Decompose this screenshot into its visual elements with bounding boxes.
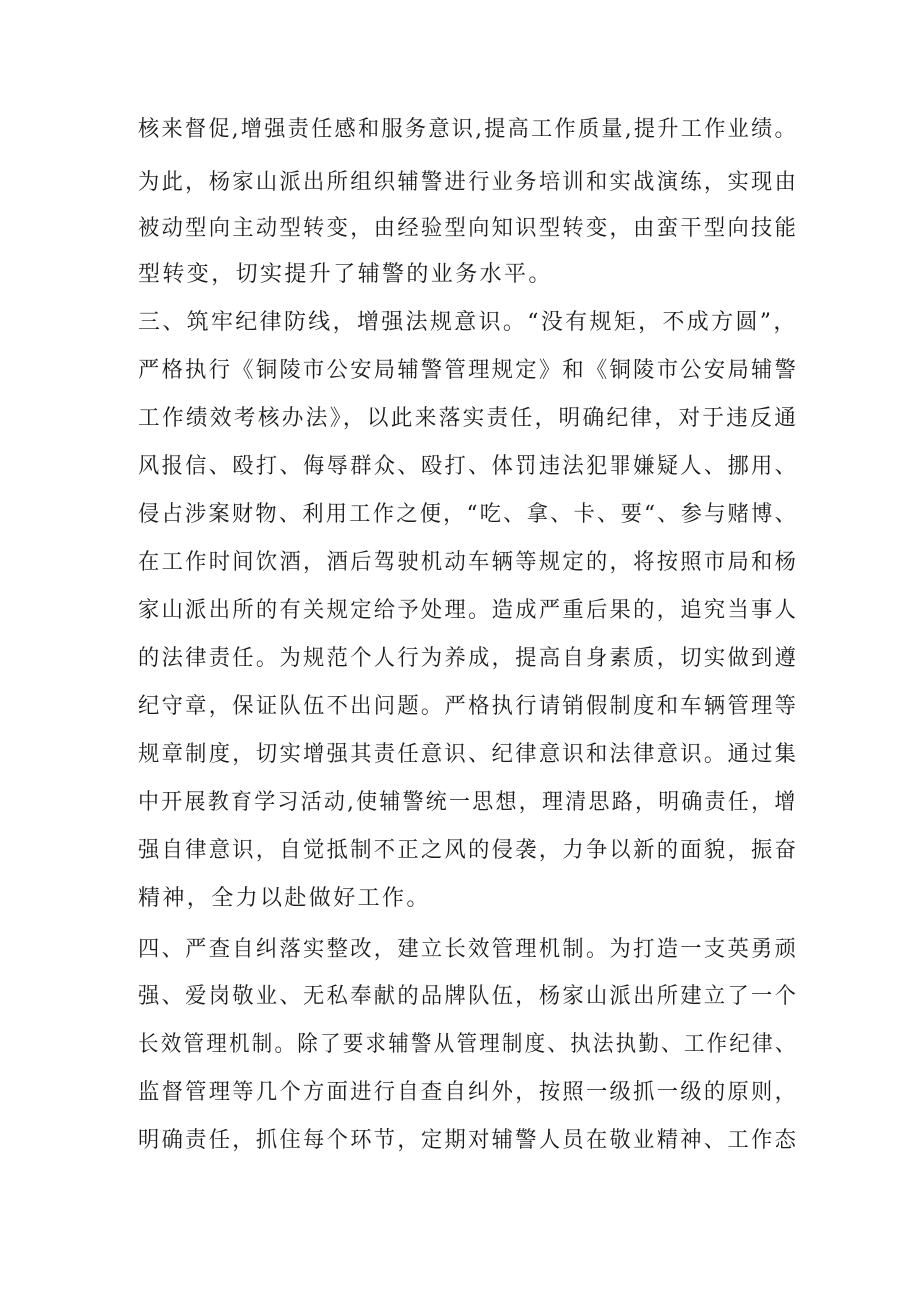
section-heading-line: 四、严查自纠落实整改，建立长效管理机制。为打造一支英勇顽: [138, 937, 799, 962]
text-line: 核来督促,增强责任感和服务意识,提高工作质量,提升工作业绩。: [138, 117, 798, 142]
text-line: 强自律意识，自觉抵制不正之风的侵袭，力争以新的面貌，振奋: [138, 838, 799, 863]
text-line: 精神，全力以赴做好工作。: [138, 886, 431, 911]
text-line: 监督管理等几个方面进行自查自纠外，按照一级抓一级的原则，: [138, 1080, 799, 1105]
text-line: 长效管理机制。除了要求辅警从管理制度、执法执勤、工作纪律、: [138, 1032, 798, 1057]
text-line: 中开展教育学习活动,使辅警统一思想，理清思路，明确责任，增: [138, 790, 798, 815]
text-line: 严格执行《铜陵市公安局辅警管理规定》和《铜陵市公安局辅警: [138, 358, 799, 383]
text-line: 纪守章，保证队伍不出问题。严格执行请销假制度和车辆管理等: [138, 694, 799, 719]
text-line: 家山派出所的有关规定给予处理。造成严重后果的，追究当事人: [138, 598, 799, 623]
text-line: 侵占涉案财物、利用工作之便，“吃、拿、卡、要“、参与赌博、: [138, 502, 799, 527]
text-line: 明确责任，抓住每个环节，定期对辅警人员在敬业精神、工作态: [138, 1128, 799, 1153]
text-line: 规章制度，切实增强其责任意识、纪律意识和法律意识。通过集: [138, 742, 799, 767]
text-line: 的法律责任。为规范个人行为养成，提高自身素质，切实做到遵: [138, 646, 799, 671]
text-line: 被动型向主动型转变，由经验型向知识型转变，由蛮干型向技能: [138, 216, 799, 241]
text-line: 在工作时间饮酒，酒后驾驶机动车辆等规定的，将按照市局和杨: [138, 550, 799, 575]
text-line: 工作绩效考核办法》，以此来落实责任，明确纪律，对于违反通: [138, 406, 799, 431]
text-line: 风报信、殴打、侮辱群众、殴打、体罚违法犯罪嫌疑人、挪用、: [138, 454, 799, 479]
text-line: 为此，杨家山派出所组织辅警进行业务培训和实战演练，实现由: [138, 170, 799, 195]
section-heading-line: 三、筑牢纪律防线，增强法规意识。“没有规矩，不成方圆”，: [138, 310, 798, 335]
text-line: 强、爱岗敬业、无私奉献的品牌队伍，杨家山派出所建立了一个: [138, 984, 799, 1009]
text-line: 型转变，切实提升了辅警的业务水平。: [138, 262, 553, 287]
